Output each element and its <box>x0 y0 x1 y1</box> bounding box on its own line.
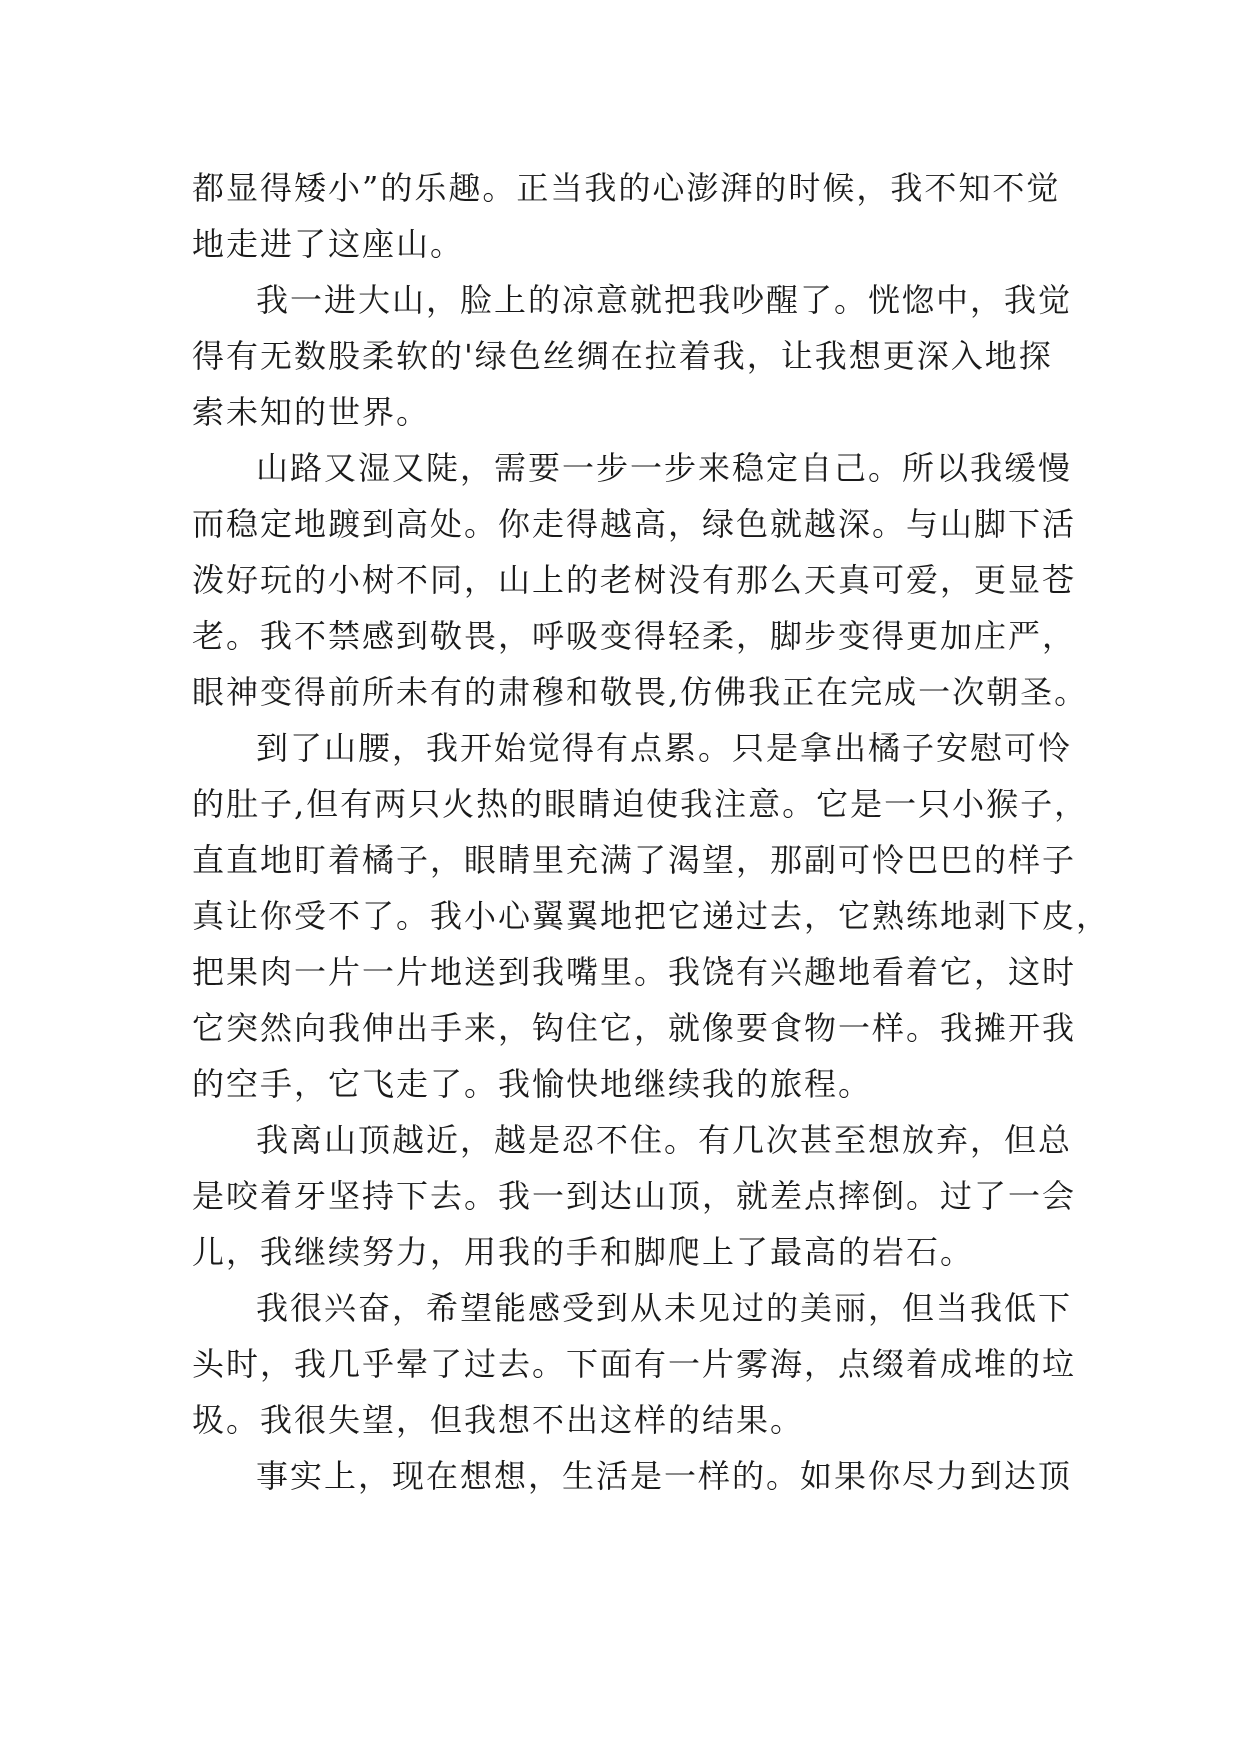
text-line: 眼神变得前所未有的肃穆和敬畏,仿佛我正在完成一次朝圣。 <box>192 673 1089 711</box>
text-line: 它突然向我伸出手来，钩住它，就像要食物一样。我摊开我 <box>192 1009 1077 1047</box>
text-line: 的肚子,但有两只火热的眼睛迫使我注意。它是一只小猴子， <box>192 785 1089 823</box>
text-line: 泼好玩的小树不同，山上的老树没有那么天真可爱，更显苍 <box>192 561 1077 599</box>
text-line: 索未知的世界。 <box>192 393 431 431</box>
text-line: 地走进了这座山。 <box>192 225 465 263</box>
text-line: 真让你受不了。我小心翼翼地把它递过去，它熟练地剥下皮， <box>192 897 1111 935</box>
text-line: 而稳定地踱到高处。你走得越高，绿色就越深。与山脚下活 <box>192 505 1077 543</box>
text-line: 的空手，它飞走了。我愉快地继续我的旅程。 <box>192 1065 873 1103</box>
text-line: 是咬着牙坚持下去。我一到达山顶，就差点摔倒。过了一会 <box>192 1177 1077 1215</box>
paragraph-first-line: 山路又湿又陡，需要一步一步来稳定自己。所以我缓慢 <box>256 449 1073 487</box>
text-line: 头时，我几乎晕了过去。下面有一片雾海，点缀着成堆的垃 <box>192 1345 1077 1383</box>
text-line: 都显得矮小”的乐趣。正当我的心澎湃的时候，我不知不觉 <box>192 169 1061 207</box>
paragraph-first-line: 我离山顶越近，越是忍不住。有几次甚至想放弃，但总 <box>256 1121 1073 1159</box>
paragraph-first-line: 我一进大山，脸上的凉意就把我吵醒了。恍惚中，我觉 <box>256 281 1073 319</box>
text-line: 老。我不禁感到敬畏，呼吸变得轻柔，脚步变得更加庄严， <box>192 617 1077 655</box>
text-line: 得有无数股柔软的'绿色丝绸在拉着我，让我想更深入地探 <box>192 337 1053 375</box>
paragraph-first-line: 事实上，现在想想，生活是一样的。如果你尽力到达顶 <box>256 1457 1073 1495</box>
text-line: 儿，我继续努力，用我的手和脚爬上了最高的岩石。 <box>192 1233 975 1271</box>
text-line: 把果肉一片一片地送到我嘴里。我饶有兴趣地看着它，这时 <box>192 953 1077 991</box>
text-line: 圾。我很失望，但我想不出这样的结果。 <box>192 1401 805 1439</box>
paragraph-first-line: 我很兴奋，希望能感受到从未见过的美丽，但当我低下 <box>256 1289 1073 1327</box>
document-body <box>192 160 1111 1504</box>
text-line: 直直地盯着橘子，眼睛里充满了渴望，那副可怜巴巴的样子 <box>192 841 1077 879</box>
paragraph-first-line: 到了山腰，我开始觉得有点累。只是拿出橘子安慰可怜 <box>256 729 1073 767</box>
